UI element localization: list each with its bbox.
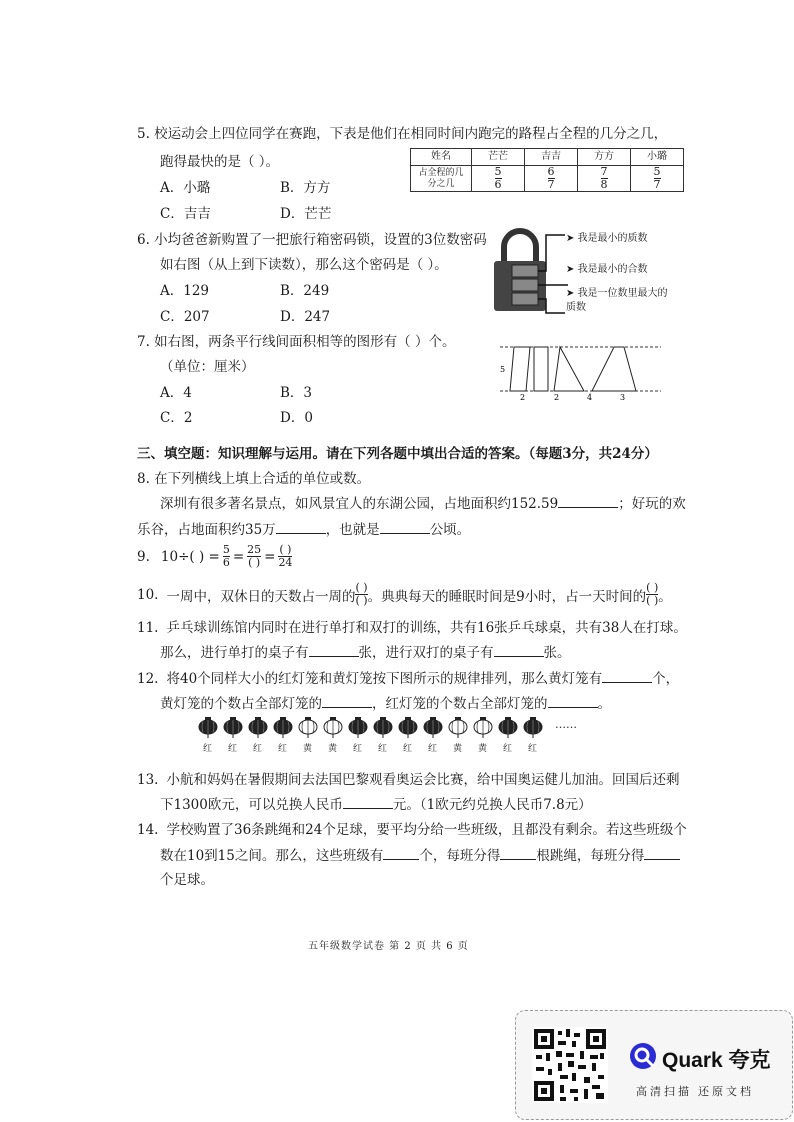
q14-line2: 数在10到15之间。那么，这些班级有 个，每班分得 根跳绳，每班分得 [160,844,680,864]
quark-slogan: 高清扫描 还原文档 [636,1086,755,1098]
lantern-item [197,716,218,754]
q13-line1: 13. 小航和妈妈在暑假期间去法国巴黎观看奥运会比赛，给中国奥运健儿加油。回国后还剩 [137,772,680,788]
lantern-label: 红 [352,744,362,754]
lantern-label: 红 [227,744,237,754]
base-label: 2 [520,393,526,402]
trapezoid-shape [592,347,636,391]
table-cell: $\frac{7}{8}$ [578,166,631,192]
height-label: 5 [500,365,506,374]
qr-code-icon [532,1027,608,1103]
table-header: 姓名 [411,149,472,166]
quark-watermark [515,1010,793,1120]
lantern-label: 红 [502,744,512,754]
q11-line2: 那么，进行单打的桌子有 张，进行双打的桌子有 张。 [160,641,571,661]
lantern-item [297,716,318,754]
lantern-label: 红 [202,744,212,754]
answer-blank[interactable] [322,693,372,708]
q5-option-b: B．方方 [280,180,331,196]
triangle-shape [554,347,584,391]
lantern-label: 黄 [477,744,487,754]
lantern-item [447,716,468,754]
q5-text2: 跑得最快的是（ ）。 [160,154,280,170]
table-header: 吉吉 [525,149,578,166]
rectangle-shape [534,347,548,391]
lantern-item [522,716,543,754]
q8-line1: 深圳有很多著名景点，如风景宜人的东湖公园，占地面积约152.59 ；好玩的欢 [160,492,686,512]
section-3-heading: 三、填空题：知识理解与运用。请在下列各题中填出合适的答案。（每题3分，共24分） [137,446,658,462]
q14-line3: 个足球。 [160,872,214,888]
parallel-lines-figure [496,340,666,402]
answer-blank[interactable] [558,493,618,508]
q5-option-d: D．芒芒 [280,206,332,222]
q6-option-d: D．247 [280,309,331,325]
answer-blank[interactable] [309,642,359,657]
answer-blank[interactable] [644,845,680,860]
table-header: 方方 [578,149,631,166]
answer-blank[interactable] [276,519,326,534]
lantern-icon [298,716,318,738]
page-footer: 五年级数学试卷 第 2 页 共 6 页 [308,941,469,952]
base-label: 2 [554,393,560,402]
lantern-item [397,716,418,754]
q7-option-a: A．4 [160,385,192,401]
lantern-icon [223,716,243,738]
answer-blank[interactable] [383,845,419,860]
base-label: 4 [587,393,593,402]
q5-table [410,148,684,192]
table-header: 小璐 [631,149,684,166]
q12-line2: 黄灯笼的个数占全部灯笼的 ，红灯笼的个数占全部灯笼的 。 [160,692,611,712]
q9-line: 9. 10÷( ) = $\frac{5}{6}$ = $\frac{25}{( )}$ = $\frac{( )}{24}$ [137,543,293,569]
lantern-item [222,716,243,754]
lock-label-bottom: ➤ 我是一位数里最大的质数 [566,288,668,313]
q13-line2: 下1300欧元，可以兑换人民币 元。（1欧元约兑换人民币7.8元） [160,793,592,813]
q14-line1: 14. 学校购置了36条跳绳和24个足球，要平均分给一些班级，且都没有剩余。若这些班级个 [137,822,687,838]
q7-option-c: C．2 [160,410,193,426]
q6-option-b: B．249 [280,283,330,299]
lantern-label: 黄 [302,744,312,754]
q8-text: 8. 在下列横线上填上合适的单位或数。 [137,471,371,487]
lantern-icon [348,716,368,738]
answer-blank[interactable] [548,693,598,708]
lantern-icon [248,716,268,738]
table-cell: $\frac{5}{6}$ [472,166,525,192]
q6-option-c: C．207 [160,309,210,325]
lantern-icon [498,716,518,738]
answer-blank[interactable] [343,794,393,809]
lantern-icon [323,716,343,738]
lantern-icon [198,716,218,738]
q7-option-b: B．3 [280,385,313,401]
lantern-label: 黄 [452,744,462,754]
lantern-label: 黄 [327,744,337,754]
quark-logo-icon [628,1041,658,1071]
q7-text: 7. 如右图，两条平行线间面积相等的图形有（ ）个。 [137,334,456,350]
answer-blank[interactable] [602,668,652,683]
lantern-icon [423,716,443,738]
lock-label-top: ➤ 我是最小的质数 [566,233,648,244]
base-label: 3 [620,393,626,402]
lantern-item [272,716,293,754]
lantern-row [197,716,543,754]
q11-line1: 11. 乒乓球训练馆内同时在进行单打和双打的训练，共有16张乒乓球桌，共有38人在打球。 [137,620,687,636]
quark-brand: Quark 夸克 [662,1049,771,1072]
answer-blank[interactable] [380,519,430,534]
q12-line1: 12. 将40个同样大小的红灯笼和黄灯笼按下图所示的规律排列，那么黄灯笼有 个， [137,667,679,687]
lantern-label: 红 [427,744,437,754]
q7-text2: （单位：厘米） [160,359,255,375]
lantern-icon [523,716,543,738]
lantern-item [422,716,443,754]
q6-text2: 如右图（从上到下读数），那么这个密码是（ ）。 [160,257,448,273]
table-cell: $\frac{5}{7}$ [631,166,684,192]
lantern-icon [273,716,293,738]
lantern-item [472,716,493,754]
lantern-icon [373,716,393,738]
q8-line2: 乐谷，占地面积约35万 ，也就是 公顷。 [137,518,470,538]
lantern-label: 红 [527,744,537,754]
lantern-label: 红 [402,744,412,754]
lantern-icon [473,716,493,738]
lantern-ellipsis: …… [555,718,577,731]
lantern-item [497,716,518,754]
lantern-label: 红 [252,744,262,754]
lantern-icon [398,716,418,738]
table-row-label: 占全程的几分之几 [411,166,472,192]
lantern-icon [448,716,468,738]
lantern-item [247,716,268,754]
q6-option-a: A．129 [160,283,210,299]
lantern-item [322,716,343,754]
q5-text: 5. 校运动会上四位同学在赛跑，下表是他们在相同时间内跑完的路程占全程的几分之几， [137,126,668,142]
table-header: 芒芒 [472,149,525,166]
lock-label-middle: ➤ 我是最小的合数 [566,264,648,275]
answer-blank[interactable] [500,845,536,860]
lantern-label: 红 [377,744,387,754]
q10-line: 10. 一周中，双休日的天数占一周的 $\frac{( )}{( )}$ 。典典每天的睡眠时间是9小时，占一天时间的 $\frac{( )}{( )}$ 。 [137,581,672,607]
answer-blank[interactable] [494,642,544,657]
parallelogram-shape [510,347,530,391]
lantern-label: 红 [277,744,287,754]
lantern-item [347,716,368,754]
q5-option-c: C．吉吉 [160,206,211,222]
table-cell: $\frac{6}{7}$ [525,166,578,192]
q6-text: 6. 小均爸爸新购置了一把旅行箱密码锁，设置的3位数密码 [137,232,487,248]
lantern-item [372,716,393,754]
q7-option-d: D．0 [280,410,313,426]
q5-option-a: A．小璐 [160,180,211,196]
